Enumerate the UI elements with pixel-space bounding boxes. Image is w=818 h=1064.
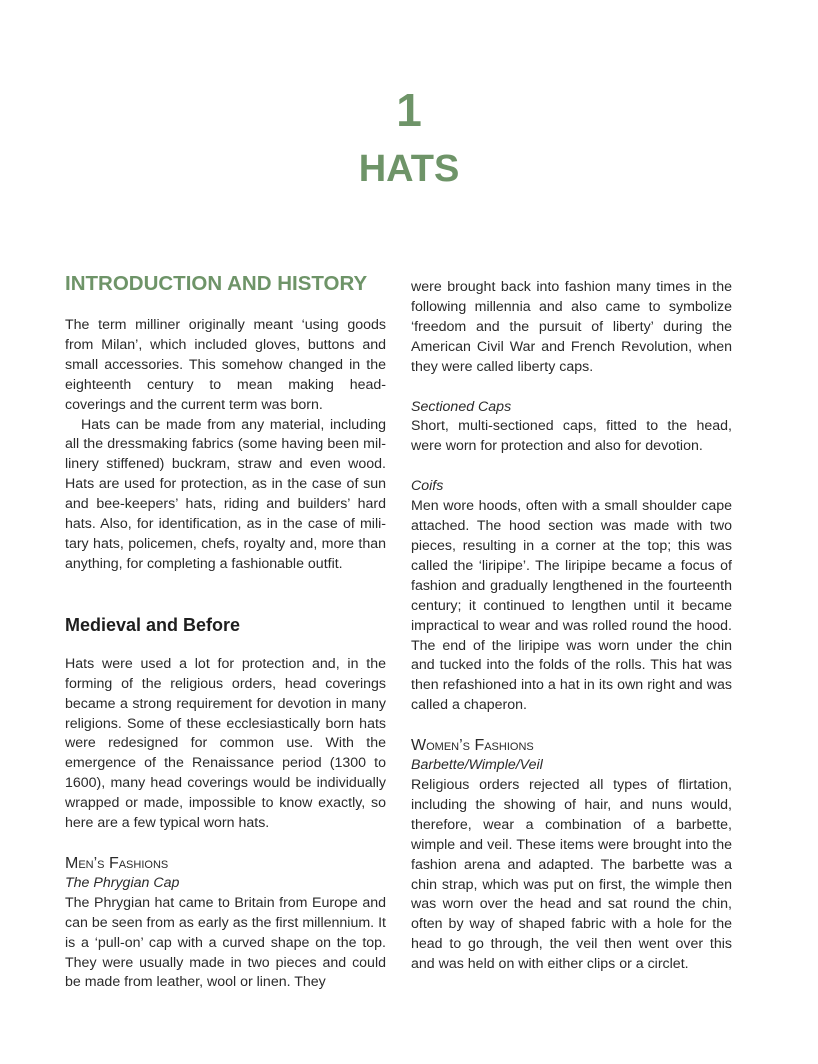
spacer: [65, 834, 386, 854]
spacer: [411, 716, 732, 736]
phrygian-continued-paragraph: were brought back into fashion many times in the following millennia and also came to symbolize ‘freedom and the pursuit of liberty’ during the American Civil War and French Revolution, when they were called liberty caps.: [411, 279, 732, 375]
phrygian-paragraph: The Phrygian hat came to Britain from Europe and can be seen from as early as the first millennium. It is a ‘pull-on’ cap with a curved shape on the top. They were usually made in two pieces and could be made from leather, wool or linen. They: [65, 894, 386, 991]
barbette-wimple-veil-label: Barbette/Wimple/Veil: [411, 757, 543, 774]
intro-paragraph-1: The term milliner originally meant ‘using goods from Milan’, which included gloves, buttons and small accessories. This somehow changed in the eighteenth century to mean making head-coverings and the current term was born.: [65, 317, 386, 413]
chapter-number: 1: [396, 84, 422, 136]
barbette-paragraph: Religious orders rejected all types of flirtation, including the showing of hair, and nuns would, therefore, wear a combination of a barbette, wimple and veil. These items were brought into the fashion arena and adapted. The barbette was a chin strap, which was put on first, the wimple then was worn over the head and sat round the chin, often by way of shaped fabric with a hole for the head to go through, the veil then went over this and was held on with either clips or a circlet.: [411, 777, 732, 973]
womens-fashions-heading: Women’s Fashions: [411, 737, 534, 755]
coifs-paragraph: Men wore hoods, often with a small shoulder cape attached. The hood section was made with two pieces, resulting in a corner at the top; this was called the ‘liripipe’. The liripipe became a focus of fashion and gradually lengthened in the fourteenth century; it continued to lengthen until it became impractical to wear and was rolled round the hood. The end of the liripipe was worn under the chin and tucked into the folds of the rolls. This hat was then refashioned into a hat in its own right and was called a chaperon.: [411, 498, 732, 714]
subheading-medieval: Medieval and Before: [65, 614, 241, 635]
chapter-title: HATS: [358, 148, 460, 190]
phrygian-cap-label: The Phrygian Cap: [65, 874, 180, 891]
left-column: [65, 270, 386, 993]
spacer: [411, 457, 732, 477]
section-heading-introduction: INTRODUCTION AND HISTORY: [65, 272, 368, 295]
spacer: [411, 378, 732, 398]
sectioned-caps-label: Sectioned Caps: [411, 398, 512, 415]
intro-paragraph-2: Hats can be made from any material, including all the dressmaking fabrics (some having been millinery stiffened) buckram, straw and even wood. Hats are used for protection, as in the case of sun and bee-keepers’ hats, riding and builders’ hard hats. Also, for identification, as in the case of military hats, policemen, chefs, royalty and, more than anything, for completing a fashionable outfit.: [65, 416, 386, 572]
mens-fashions-heading: Men’s Fashions: [65, 854, 169, 872]
sectioned-caps-paragraph: Short, multi-sectioned caps, fitted to the head, were worn for protection and also for devotion.: [411, 418, 732, 455]
right-column: [411, 278, 732, 975]
coifs-label: Coifs: [411, 478, 444, 495]
medieval-paragraph: Hats were used a lot for protection and, in the forming of the religious orders, head coverings became a strong requirement for devotion in many religions. Some of these ecclesiastically born hats were redesigned for common use. With the emergence of the Renaissance period (1300 to 1600), many head coverings would be individually wrapped or made, impossible to know exactly, so here are a few typical worn hats.: [65, 655, 386, 832]
